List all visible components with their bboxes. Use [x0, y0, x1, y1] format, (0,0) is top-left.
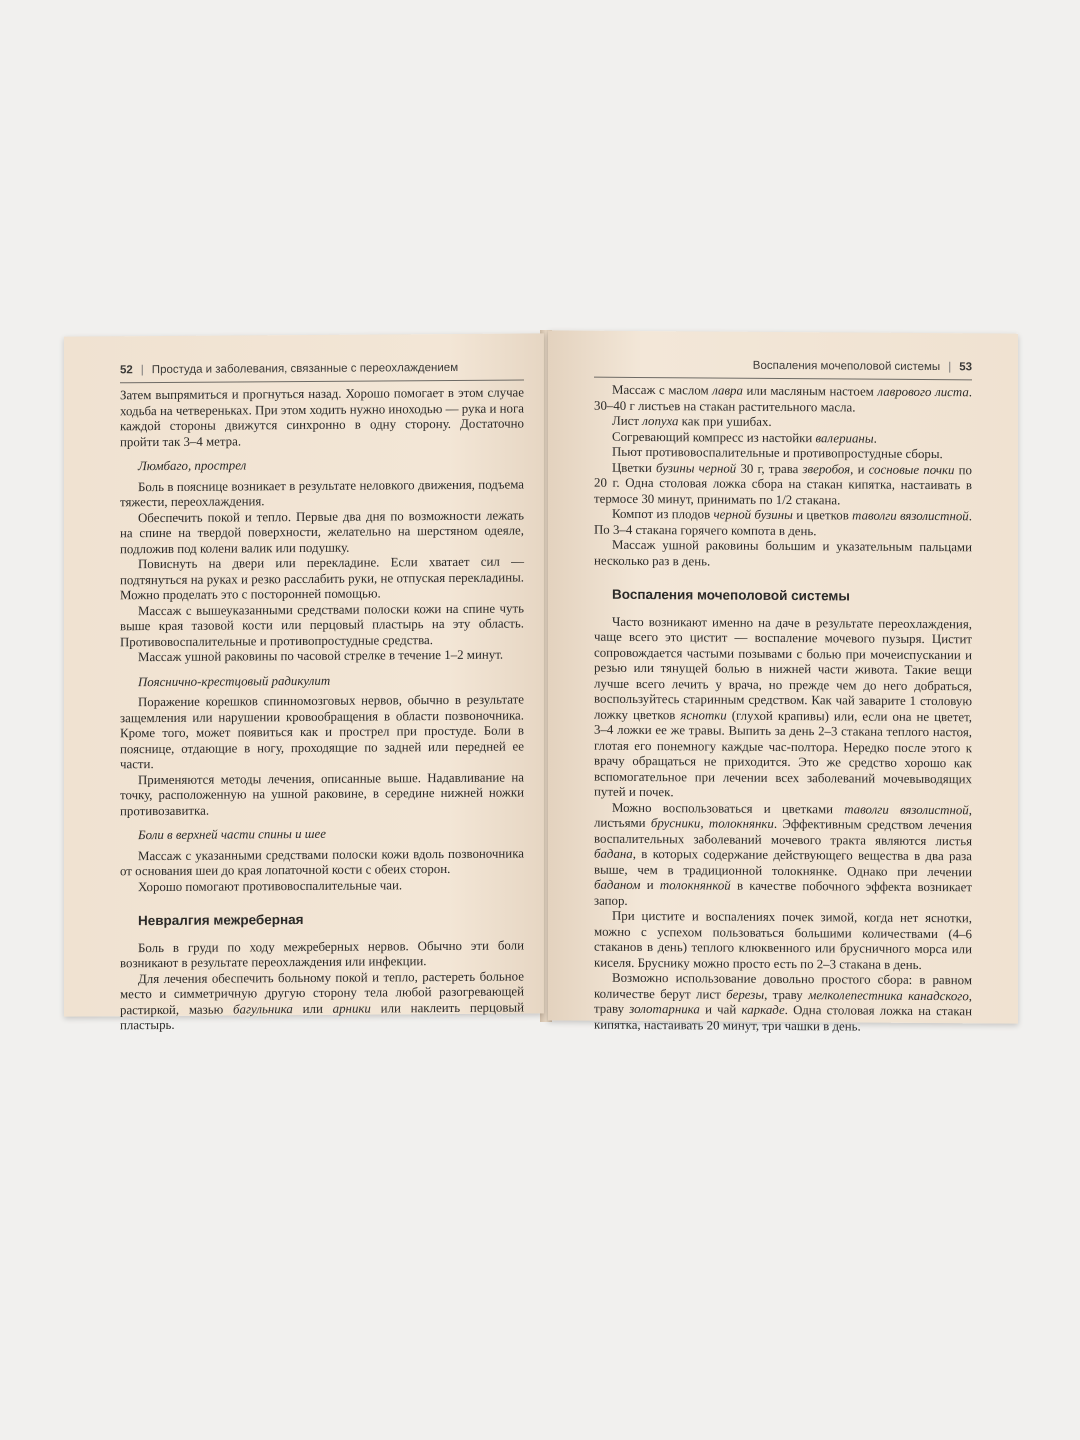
italic-term: золотарника: [629, 1001, 700, 1017]
paragraph: [594, 614, 972, 803]
italic-term: бадана: [594, 846, 633, 861]
text: и: [640, 878, 660, 893]
text: . Эффективным средством лечения воспалительных заболеваний мочевого тракта являются листья: [594, 816, 972, 848]
italic-term: лавра: [712, 383, 743, 398]
right-running-head: [753, 360, 972, 374]
paragraph: [594, 383, 972, 417]
subheading: Боли в верхней части спины и шее: [138, 826, 326, 843]
italic-term: зверобоя: [802, 461, 851, 476]
paragraph: Массаж с вышеуказанными средствами полоски кожи на спине чуть выше края тазовой кости или перцовый пластырь на эту область. Противовоспалительные и противопростудные средства.: [120, 600, 524, 649]
text: как при ушибах.: [678, 414, 772, 429]
section-heading: Воспаления мочеполовой системы: [612, 586, 850, 604]
text: и чай: [699, 1002, 742, 1017]
left-page: [64, 333, 544, 1033]
right-page: [548, 330, 1018, 1034]
text: Для лечения обеспечить больному покой и тепло, растереть больное место и симметричную другую сторону тела любой разогревающей растиркой, мазью: [120, 968, 524, 1017]
italic-term: яснотки: [680, 707, 727, 723]
italic-term: багульника: [233, 1001, 293, 1016]
text: по 20 г. Одна столовая ложка сбора на стакан кипятка, настаивать в термосе 30 минут, принимать по 1/2 стакана.: [594, 462, 972, 507]
italic-term: каркаде: [741, 1002, 785, 1018]
italic-term: брусники, толокнянки: [650, 816, 774, 831]
italic-term: лаврового листа: [877, 384, 969, 400]
paragraph: Боль в пояснице возникает в результате неловкого движения, подъема тяжести, переохлаждения.: [120, 476, 524, 510]
paragraph: Пьют противовоспалительные и противопростудные сборы.: [612, 444, 943, 462]
text: в качестве побочного эффекта возникает запор.: [594, 878, 972, 908]
text: или: [292, 1001, 333, 1016]
paragraph: Затем выпрямиться и прогнуться назад. Хорошо помогает в этом случае ходьба на четвереньках. При этом ходить нужно иноходью — рука и нога каждой стороны движутся синхронно в одну сторону. Достаточно пройти так 3–4 метра.: [120, 385, 524, 449]
header-separator: |: [140, 364, 144, 377]
paragraph: [120, 969, 524, 1034]
text: , траву: [764, 987, 809, 1002]
italic-term: валерианы: [815, 430, 874, 446]
text: или масляным настоем: [742, 383, 878, 399]
text: .: [873, 431, 877, 446]
text: Цветки: [612, 460, 657, 475]
paragraph: Поражение корешков спинномозговых нервов, обычно в результате защемления или нарушении кровообращения в области позвоночника. Кроме того, может появиться как и прострел при простуде. Боли в пояснице, отдающие в ногу, проходящие по задней или передней ее части.: [120, 692, 524, 772]
italic-term: таволги вязолистной: [852, 508, 969, 524]
italic-term: сосновые почки: [868, 462, 955, 477]
paragraph: Массаж с указанными средствами полоски кожи вдоль позвоночника от основания шеи до края лопаточной кости с обеих сторон.: [120, 845, 524, 879]
right-page-body: [594, 383, 972, 1036]
text: , и: [850, 461, 869, 477]
left-header-rule: [120, 379, 524, 383]
paragraph: [594, 460, 972, 509]
paragraph: [594, 971, 972, 1036]
paragraph: Боль в груди по ходу межреберных нервов. Обычно эти боли возникают в результате переохлаждения или инфекции.: [120, 937, 524, 971]
header-separator: |: [948, 361, 952, 374]
paragraph: При цистите и воспалениях почек зимой, когда нет яснотки, можно с успехом пользоваться большими количествами (4–6 стаканов в день) теплого клюквенного или брусничного морса или киселя. Бруснику можно просто есть по 2–3 стакана в день.: [594, 908, 972, 972]
italic-term: лопуха: [642, 414, 679, 429]
subheading: Люмбаго, прострел: [138, 458, 247, 474]
paragraph: [594, 507, 972, 541]
right-header-rule: [594, 377, 972, 381]
paragraph: [594, 800, 972, 911]
text: Согревающий компресс из настойки: [612, 429, 816, 445]
text: , в которых содержание действующего вещества в два раза выше, чем в традиционной толокнянке. Однако при лечении: [594, 846, 972, 879]
text: Часто возникают именно на даче в результате переохлаждения, чаще всего это цистит — воспаление мочевого пузыря. Цистит сопровождается частыми позывами с болью при мочеиспускании и резью или тянущей болью в нижней части живота. Такие вещи лучше всего лечить у врача, но прежде чем до него добраться, воспользуйтесь старинным средством. Как чай заварите 1 столовую ложку цветков: [594, 614, 972, 722]
text: Компот из плодов: [612, 506, 714, 522]
paragraph: Хорошо помогают противовоспалительные чаи.: [138, 877, 403, 894]
text: . 30–40 г листьев на стакан растительного масла.: [594, 385, 973, 415]
text: Возможно использование довольно простого сбора: в равном количестве берут лист: [594, 970, 972, 1002]
paragraph: Массаж ушной раковины по часовой стрелке в течение 1–2 минут.: [138, 647, 504, 665]
text: 30 г, трава: [736, 461, 803, 476]
italic-term: толокнянкой: [659, 878, 731, 893]
left-page-number: 52: [120, 364, 133, 377]
italic-term: арники: [332, 1001, 371, 1016]
section-heading: Невралгия межреберная: [138, 912, 304, 929]
text: (глухой крапивы) или, если она не цветет, 3–4 ложки ее же травы. Выпить за день 2–3 стакана теплого настоя, глотая его понемногу каждые час-полтора. Нередко после этого к врачу обращаться не приходится. Это же средство хорошо как вспомогательное при лечении всех заболеваний мочевыводящих путей и почек.: [594, 708, 972, 800]
text: . Одна столовая ложка на стакан кипятка, настаивать 20 минут, три чашки в день.: [594, 1003, 973, 1034]
text: , траву: [594, 988, 973, 1016]
italic-term: черной бузины: [713, 507, 793, 523]
text: или наклеить перцовый пластырь.: [120, 999, 524, 1033]
italic-term: березы: [726, 987, 765, 1002]
italic-term: таволги вязолистной: [844, 801, 969, 817]
text: , листьями: [594, 802, 972, 831]
paragraph: Массаж ушной раковины большим и указательным пальцами несколько раз в день.: [594, 537, 972, 568]
right-running-title: Воспаления мочеполовой системы: [752, 359, 941, 374]
text: Массаж с маслом: [612, 382, 713, 398]
subheading: Пояснично-крестцовый радикулит: [138, 673, 331, 689]
italic-term: бузины черной: [656, 460, 737, 476]
paragraph: Применяются методы лечения, описанные выше. Надавливание на точку, расположенную на ушной раковине, в середине нижней ножки противозавитка.: [120, 769, 524, 818]
italic-term: мелколепестника канадского: [808, 987, 969, 1003]
text: и цветков: [792, 508, 853, 523]
paragraph: Повиснуть на двери или перекладине. Если хватает сил — подтянуться на руках и резко расслабить руки, не отпуская перекладины. Можно проделать это с посторонней помощью.: [120, 554, 524, 603]
left-page-body: [120, 385, 524, 1033]
left-running-title: Простуда и заболевания, связанные с переохлаждением: [151, 361, 459, 377]
italic-term: баданом: [594, 877, 641, 893]
text: Можно воспользоваться и цветками: [612, 800, 845, 816]
right-page-number: 53: [959, 361, 972, 374]
text: Лист: [612, 413, 643, 429]
paragraph: Обеспечить покой и тепло. Первые два дня по возможности лежать на спине на твердой поверхности, желательно на шерстяном одеяле, подложив под колени валик или подушку.: [120, 507, 524, 556]
left-running-head: [120, 362, 458, 376]
text: . По 3–4 стакана горячего компота в день.: [594, 509, 972, 538]
